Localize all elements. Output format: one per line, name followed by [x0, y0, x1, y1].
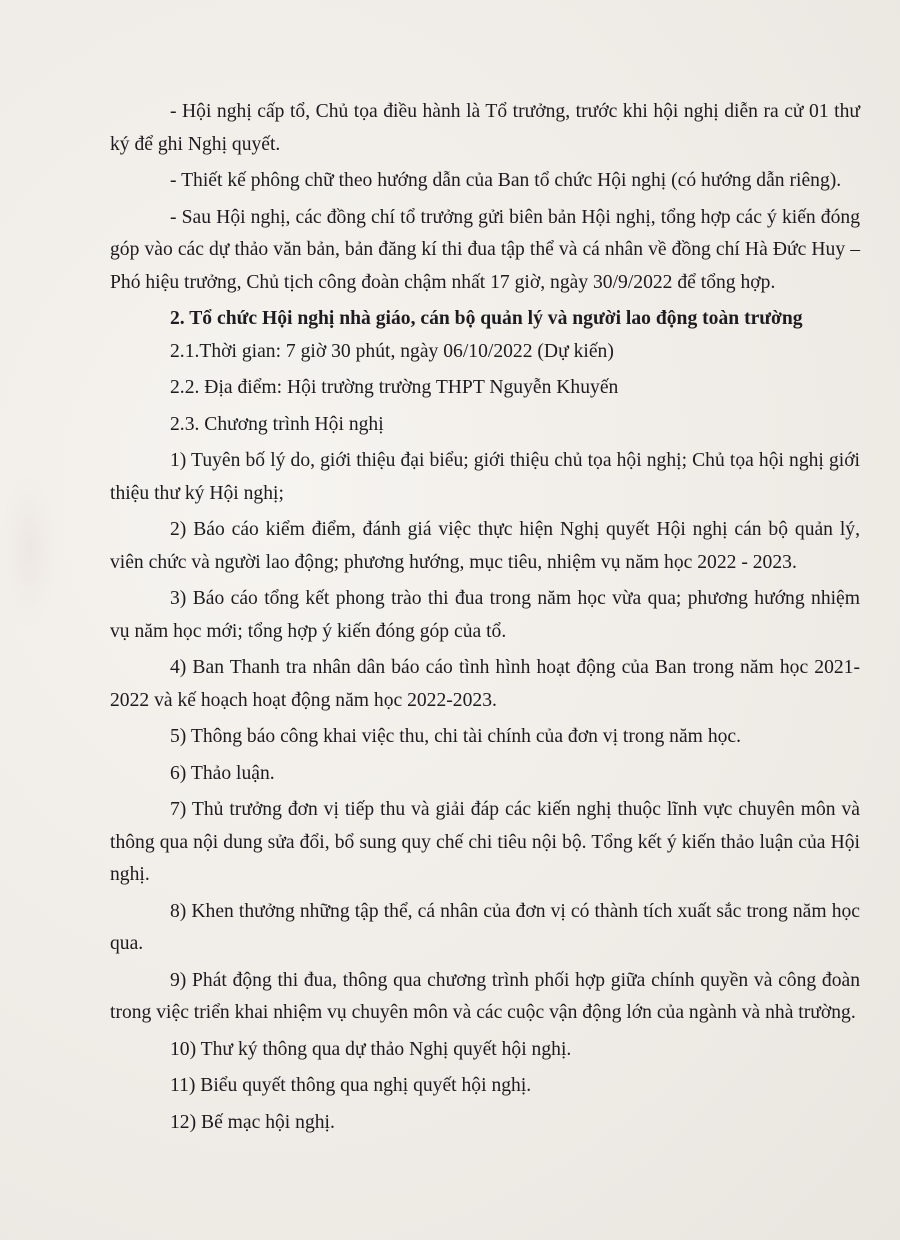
section-heading-2: 2. Tổ chức Hội nghị nhà giáo, cán bộ quản lý và người lao động toàn trường	[170, 308, 803, 329]
program-item-2: 2) Báo cáo kiểm điểm, đánh giá việc thực hiện Nghị quyết Hội nghị cán bộ quản lý, viên chức và người lao động; phương hướng, mục tiêu, nhiệm vụ năm học 2022 - 2023.	[110, 519, 860, 573]
paragraph-font-design: - Thiết kế phông chữ theo hướng dẫn của Ban tổ chức Hội nghị (có hướng dẫn riêng).	[170, 170, 842, 191]
stamp-bleed-through	[0, 470, 60, 630]
program-item-9: 9) Phát động thi đua, thông qua chương trình phối hợp giữa chính quyền và công đoàn trong việc triển khai nhiệm vụ chuyên môn và các cuộc vận động lớn của ngành và nhà trường.	[110, 969, 860, 1023]
paragraph-group-meeting-chair: - Hội nghị cấp tổ, Chủ tọa điều hành là Tổ trưởng, trước khi hội nghị diễn ra cử 01 thư ký để ghi Nghị quyết.	[110, 101, 860, 155]
program-item-1: 1) Tuyên bố lý do, giới thiệu đại biểu; giới thiệu chủ tọa hội nghị; Chủ tọa hội nghị giới thiệu thư ký Hội nghị;	[110, 450, 860, 504]
program-item-8: 8) Khen thưởng những tập thể, cá nhân của đơn vị có thành tích xuất sắc trong năm học qua.	[110, 900, 860, 954]
program-item-11: 11) Biểu quyết thông qua nghị quyết hội nghị.	[170, 1075, 532, 1096]
program-item-12: 12) Bế mạc hội nghị.	[170, 1111, 335, 1133]
paragraph-time: 2.1.Thời gian: 7 giờ 30 phút, ngày 06/10/2022 (Dự kiến)	[170, 340, 614, 362]
paragraph-after-meeting: - Sau Hội nghị, các đồng chí tổ trưởng gửi biên bản Hội nghị, tổng hợp các ý kiến đóng góp vào các dự thảo văn bản, bản đăng kí thi đua tập thể và cá nhân về đồng chí Hà Đức Huy – Phó hiệu trưởng, Chủ tịch công đoàn chậm nhất 17 giờ, ngày 30/9/2022 để tổng hợp.	[110, 206, 860, 293]
program-item-6: 6) Thảo luận.	[170, 762, 275, 784]
paragraph-location: 2.2. Địa điểm: Hội trường trường THPT Nguyễn Khuyến	[170, 377, 619, 398]
program-item-7: 7) Thủ trưởng đơn vị tiếp thu và giải đáp các kiến nghị thuộc lĩnh vực chuyên môn và thông qua nội dung sửa đổi, bổ sung quy chế chi tiêu nội bộ. Tổng kết ý kiến thảo luận của Hội nghị.	[110, 799, 860, 885]
program-item-4: 4) Ban Thanh tra nhân dân báo cáo tình hình hoạt động của Ban trong năm học 2021-2022 và kế hoạch hoạt động năm học 2022-2023.	[110, 657, 860, 711]
program-item-10: 10) Thư ký thông qua dự thảo Nghị quyết hội nghị.	[170, 1038, 572, 1060]
paragraph-program-title: 2.3. Chương trình Hội nghị	[170, 413, 384, 435]
program-item-3: 3) Báo cáo tổng kết phong trào thi đua trong năm học vừa qua; phương hướng nhiệm vụ năm học mới; tổng hợp ý kiến đóng góp của tổ.	[110, 588, 860, 642]
program-item-5: 5) Thông báo công khai việc thu, chi tài chính của đơn vị trong năm học.	[170, 726, 742, 747]
